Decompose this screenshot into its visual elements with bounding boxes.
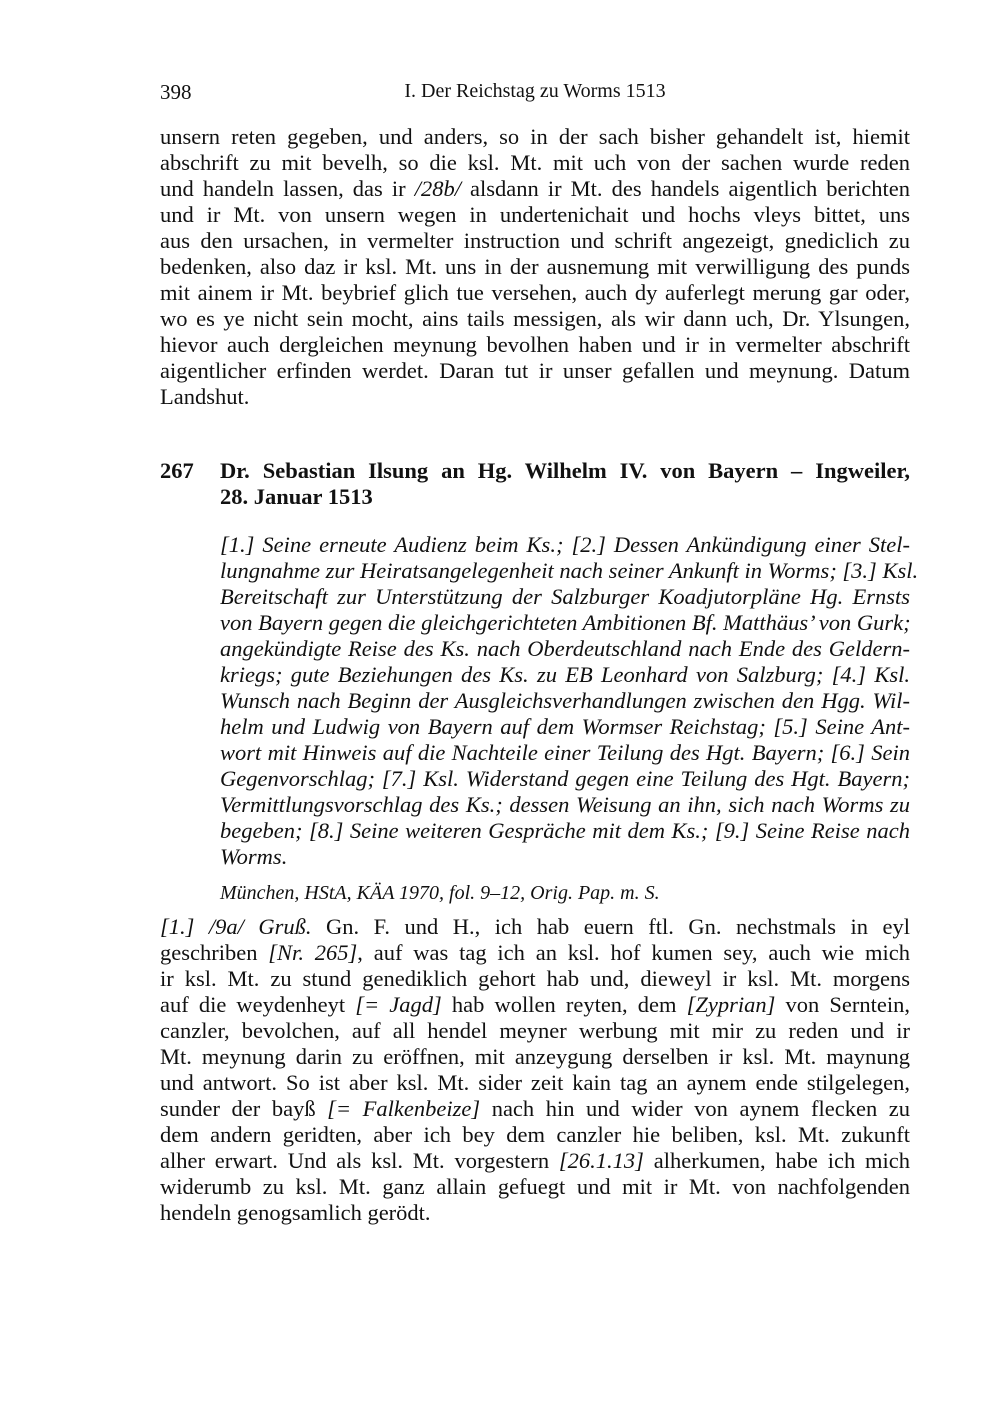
text-segment: Gn. F. und H., ich hab euern ftl. Gn. nechstmals in eyl xyxy=(311,914,910,939)
text-segment: und antwort. So ist aber ksl. Mt. sider zeit kain tag an aynem ende stilgelegen, xyxy=(160,1070,910,1095)
body-line xyxy=(160,966,910,992)
summary-line: angekündigte Reise des Ks. nach Oberdeutschland nach Ende des Geldern- xyxy=(220,636,910,661)
body-line xyxy=(160,914,910,940)
text-line: und handeln lassen, das ir /28b/ alsdann ir Mt. des handels aigentlich berichten xyxy=(160,176,910,201)
text-segment: von Serntein, xyxy=(775,992,910,1017)
text-segment: sunder der bayß xyxy=(160,1096,328,1121)
summary-line: Vermittlungsvorschlag des Ks.; dessen Weisung an ihn, sich nach Worms zu xyxy=(220,792,910,817)
summary-line: Bereitschaft zur Unterstützung der Salzburger Koadjutorpläne Hg. Ernsts xyxy=(220,584,910,609)
text-segment: canzler, bevolchen, auf all hendel meyner werbung mit mir zu reden und ir xyxy=(160,1018,910,1043)
body-line xyxy=(160,1122,910,1148)
summary-line: Gegenvorschlag; [7.] Ksl. Widerstand gegen eine Teilung des Hgt. Bayern; xyxy=(220,766,910,791)
body-line xyxy=(160,1096,910,1122)
text-line: Landshut. xyxy=(160,384,250,409)
text-segment: , auf was tag ich an ksl. hof kumen sey, auch wie mich xyxy=(357,940,910,965)
summary-line: wort mit Hinweis auf die Nachteile einer Teilung des Hgt. Bayern; [6.] Sein xyxy=(220,740,910,765)
text-line: unsern reten gegeben, und anders, so in der sach bisher gehandelt ist, hiemit xyxy=(160,124,910,149)
editorial-note: [= Jagd] xyxy=(355,992,442,1017)
editorial-note: [1.] /9a/ Gruß. xyxy=(160,914,312,939)
text-segment: hab wollen reyten, dem xyxy=(441,992,687,1017)
page-header xyxy=(160,80,910,108)
title-line: Dr. Sebastian Ilsung an Hg. Wilhelm IV. von Bayern – Ingweiler, xyxy=(220,458,910,483)
text-line: aus den ursachen, in vermelter instruction und schrift angezeigt, gnediclich zu xyxy=(160,228,910,253)
summary-line: kriegs; gute Beziehungen des Ks. zu EB Leonhard von Salzburg; [4.] Ksl. xyxy=(220,662,910,687)
previous-letter-text xyxy=(160,124,910,410)
body-line xyxy=(160,1070,910,1096)
text-line: und ir Mt. von unsern wegen in undertenichait und hochs vleys bittet, uns xyxy=(160,202,910,227)
summary-line: begeben; [8.] Seine weiteren Gespräche mit dem Ks.; [9.] Seine Reise nach xyxy=(220,818,910,843)
running-title: I. Der Reichstag zu Worms 1513 xyxy=(404,80,666,102)
summary-line: lungnahme zur Heiratsangelegenheit nach seiner Ankunft in Worms; [3.] Ksl. xyxy=(220,558,919,583)
document-title xyxy=(220,458,910,510)
summary-line: [1.] Seine erneute Audienz beim Ks.; [2.] Dessen Ankündigung einer Stel- xyxy=(220,532,910,557)
editorial-note: [26.1.13] xyxy=(558,1148,644,1173)
body-line xyxy=(160,1044,910,1070)
folio-marker: /28b/ xyxy=(414,176,461,201)
text-segment: widerumb zu ksl. Mt. ganz allain gefuegt und mit ir Mt. von nachfolgenden xyxy=(160,1174,910,1199)
body-line xyxy=(160,940,910,966)
text-segment: alher erwart. Und als ksl. Mt. vorgestern xyxy=(160,1148,559,1173)
text-line: mit ainem ir Mt. beybrief glich tue versehen, auch dy auferlegt merung gar oder, xyxy=(160,280,910,305)
editorial-note: [Nr. 265] xyxy=(268,940,358,965)
document-number: 267 xyxy=(160,458,194,483)
body-line xyxy=(160,992,910,1018)
document-summary xyxy=(220,532,919,870)
text-line: abschrift zu mit bevelh, so die ksl. Mt. mit uch von der sachen wurde reden xyxy=(160,150,910,175)
body-line xyxy=(160,1200,910,1226)
text-line: hievor auch dergleichen meynung bevolhen haben und ir in vermelter abschrift xyxy=(160,332,910,357)
text-segment: dem andern geridten, aber ich bey dem canzler hie beliben, ksl. Mt. zukunft xyxy=(160,1122,910,1147)
text-line: wo es ye nicht sein mocht, ains tails messigen, als wir dann uch, Dr. Ylsungen, xyxy=(160,306,910,331)
text-line: bedenken, also daz ir ksl. Mt. uns in der ausnemung mit verwilligung des punds xyxy=(160,254,910,279)
editorial-note: [= Falkenbeize] xyxy=(327,1096,481,1121)
source-line: München, HStA, KÄA 1970, fol. 9–12, Orig. Pap. m. S. xyxy=(220,882,660,904)
archival-source xyxy=(220,880,910,906)
text-segment: Mt. meynung darin zu eröffnen, mit anzeygung derselben ir ksl. Mt. maynung xyxy=(160,1044,910,1069)
text-segment: alherkumen, habe ich mich xyxy=(643,1148,911,1173)
editorial-note: [Zyprian] xyxy=(686,992,776,1017)
body-line xyxy=(160,1174,910,1200)
text-segment: ir ksl. Mt. zu stund genediklich gehort hab und, dieweyl ir ksl. Mt. morgens xyxy=(160,966,910,991)
text-segment: geschriben xyxy=(160,940,269,965)
text-segment: auf die weydenheyt xyxy=(160,992,356,1017)
letter-body xyxy=(160,914,910,1226)
body-line xyxy=(160,1018,910,1044)
page-number: 398 xyxy=(160,80,192,104)
body-line xyxy=(160,1148,910,1174)
title-line: 28. Januar 1513 xyxy=(220,484,373,509)
summary-line: Worms. xyxy=(220,844,288,869)
text-segment: hendeln genogsamlich gerödt. xyxy=(160,1200,431,1225)
summary-line: von Bayern gegen die gleichgerichteten Ambitionen Bf. Matthäus’ von Gurk; xyxy=(220,610,911,635)
text-line: aigentlicher erfinden werdet. Daran tut ir unser gefallen und meynung. Datum xyxy=(160,358,910,383)
text-segment: nach hin und wider von aynem flecken zu xyxy=(480,1096,911,1121)
summary-line: helm und Ludwig von Bayern auf dem Wormser Reichstag; [5.] Seine Ant- xyxy=(220,714,910,739)
summary-line: Wunsch nach Beginn der Ausgleichsverhandlungen zwischen den Hgg. Wil- xyxy=(220,688,910,713)
